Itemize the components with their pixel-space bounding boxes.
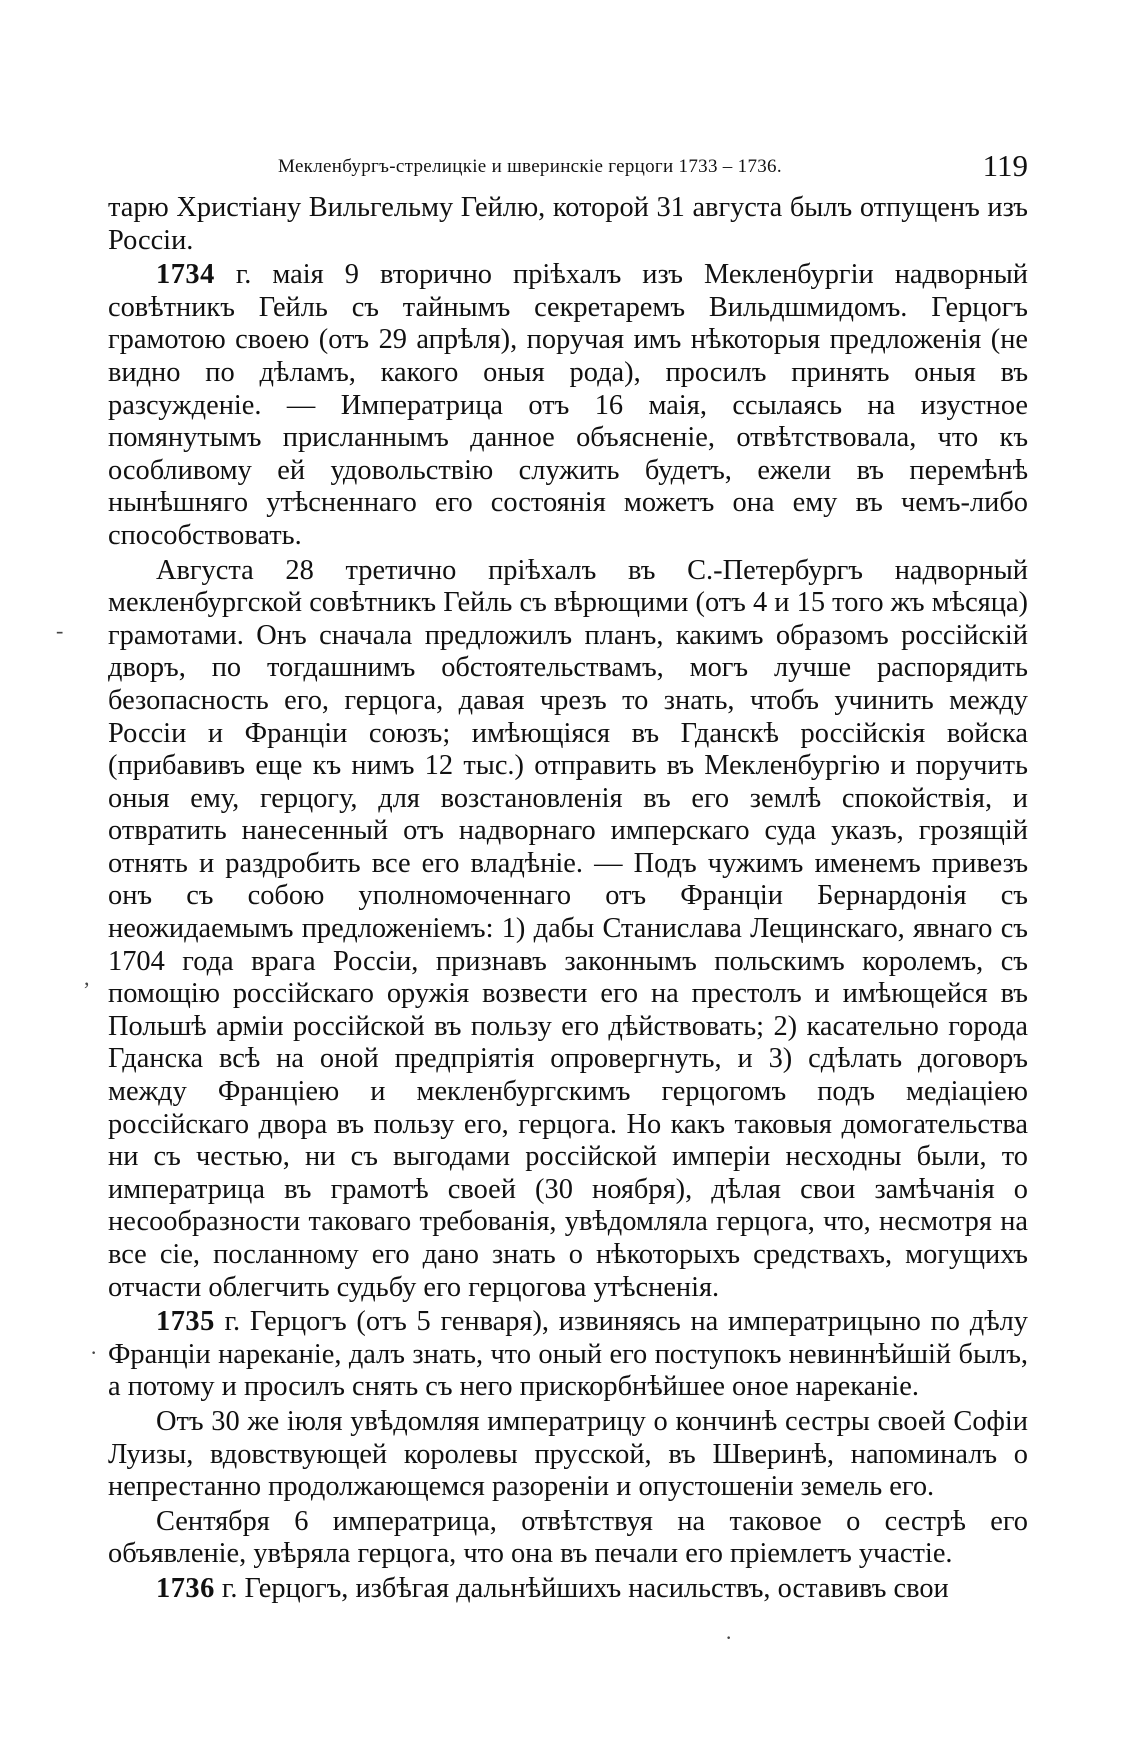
paragraph-2 bbox=[108, 259, 1028, 552]
paragraph-text: Отъ 30 же іюля увѣдомляя императрицу о кончинѣ сестры своей Софіи Луизы, вдовствующей королевы прусской, въ Шверинѣ, напоминалъ о непрестанно продолжающемся разореніи и опустошеніи земель его. bbox=[108, 1405, 1028, 1503]
paragraph-text: Сентября 6 императрица, отвѣтствуя на таковое о сестрѣ его объявленіе, увѣряла герцога, что она въ печали его пріемлетъ участіе. bbox=[108, 1505, 1028, 1570]
body-text bbox=[108, 192, 1028, 1606]
paragraph-text: г. Герцогъ (отъ 5 генваря), извиняясь на императрицыно по дѣлу Франціи нареканіе, далъ знать, что оный его поступокъ невиннѣйшій былъ, а потому и просилъ снять съ него прискорбнѣйшее оное нареканіе. bbox=[108, 1306, 1028, 1403]
paragraph-text: Августа 28 третично пріѣхалъ въ С.-Петербургъ надворный мекленбургской совѣтникъ Гейль съ вѣрющими (отъ 4 и 15 того жъ мѣсяца) грамотами. Онъ сначала предложилъ планъ, какимъ образомъ россійскій дворъ, по тогдашнимъ обстоятельствамъ, могъ лучше распорядить безопасность его, герцога, давая чрезъ то знать, чтобъ учинить между Россіи и Франціи союзъ; имѣющіяся въ Гданскѣ россійскія войска (прибавивъ еще къ нимъ 12 тыс.) отправить въ Мекленбургію и поручить оныя ему, герцогу, для возстановленія въ его землѣ спокойствія, и отвратить нанесенный отъ надворнаго имперскаго суда указъ, грозящій отнять и раздробить все его владѣніе. — Подъ чужимъ именемъ привезъ онъ съ собою уполномоченнаго отъ Франціи Бернардонія съ неожидаемымъ предложеніемъ: 1) дабы Станислава Лещинскаго, явнаго съ 1704 года врага Россіи, признавъ законнымъ польскимъ королемъ, съ помощію россійскаго оружія возвести его на престолъ и имѣющейся въ Польшѣ арміи россійской въ пользу его дѣйствовать; 2) касательно города Гданска всѣ на оной предпріятія опровергнуть, и 3) сдѣлать договоръ между Франціею и мекленбургскимъ герцогомъ подъ медіаціею россійскаго двора въ пользу его, герцога. Но какъ таковыя домогательства ни съ честью, ни съ выгодами россійской имперіи несходны были, то императрица въ грамотѣ своей (30 ноября), дѣлая свои замѣчанія о несообразности таковаго требованія, увѣдомляла герцога, что, несмотря на все сіе, посланному его дано знать о нѣкоторыхъ средствахъ, могущихъ отчасти облегчить судьбу его герцогова утѣсненія. bbox=[108, 554, 1028, 1303]
paragraph-7 bbox=[108, 1573, 1028, 1606]
running-title: Мекленбургъ-стрелицкіе и шверинскіе герцоги 1733 – 1736. bbox=[278, 156, 782, 177]
paragraph-1 bbox=[108, 192, 1028, 257]
paragraph-text: г. маія 9 вторично пріѣхалъ изъ Мекленбургіи надворный совѣтникъ Гейль съ тайнымъ секретаремъ Вильдшмидомъ. Герцогъ грамотою своею (отъ 29 апрѣля), поручая имъ нѣкоторыя предложенія (не видно по дѣламъ, какого оныя рода), просилъ принять оныя въ разсужденіе. — Императрица отъ 16 маія, ссылаясь на изустное помянутымъ присланнымъ данное объясненіе, отвѣтствовала, что къ особливому ей удовольствію служить будетъ, ежели въ перемѣнѣ нынѣшняго утѣсненнаго его состоянія можетъ она ему въ чемъ-либо способствовать. bbox=[108, 259, 1028, 551]
paragraph-year: 1736 bbox=[156, 1572, 215, 1604]
paragraph-text: тарю Христіану Вильгельму Гейлю, которой 31 августа былъ отпущенъ изъ Россіи. bbox=[108, 192, 1028, 256]
margin-dash-mark: - bbox=[56, 618, 64, 643]
margin-tick-mark: , bbox=[84, 965, 90, 990]
paragraph-year: 1734 bbox=[156, 259, 215, 291]
paragraph-year: 1735 bbox=[156, 1306, 215, 1338]
page-number: 119 bbox=[982, 148, 1028, 183]
paragraph-6 bbox=[108, 1506, 1028, 1571]
paragraph-5 bbox=[108, 1406, 1028, 1504]
running-head bbox=[108, 148, 1028, 188]
paragraph-4 bbox=[108, 1306, 1028, 1404]
paragraph-3 bbox=[108, 555, 1028, 1305]
margin-dot-mark: · bbox=[90, 1340, 98, 1365]
paragraph-text: г. Герцогъ, избѣгая дальнѣйшихъ насильствъ, оставивъ свои bbox=[214, 1572, 949, 1604]
bottom-dot-mark: · bbox=[725, 1625, 733, 1650]
